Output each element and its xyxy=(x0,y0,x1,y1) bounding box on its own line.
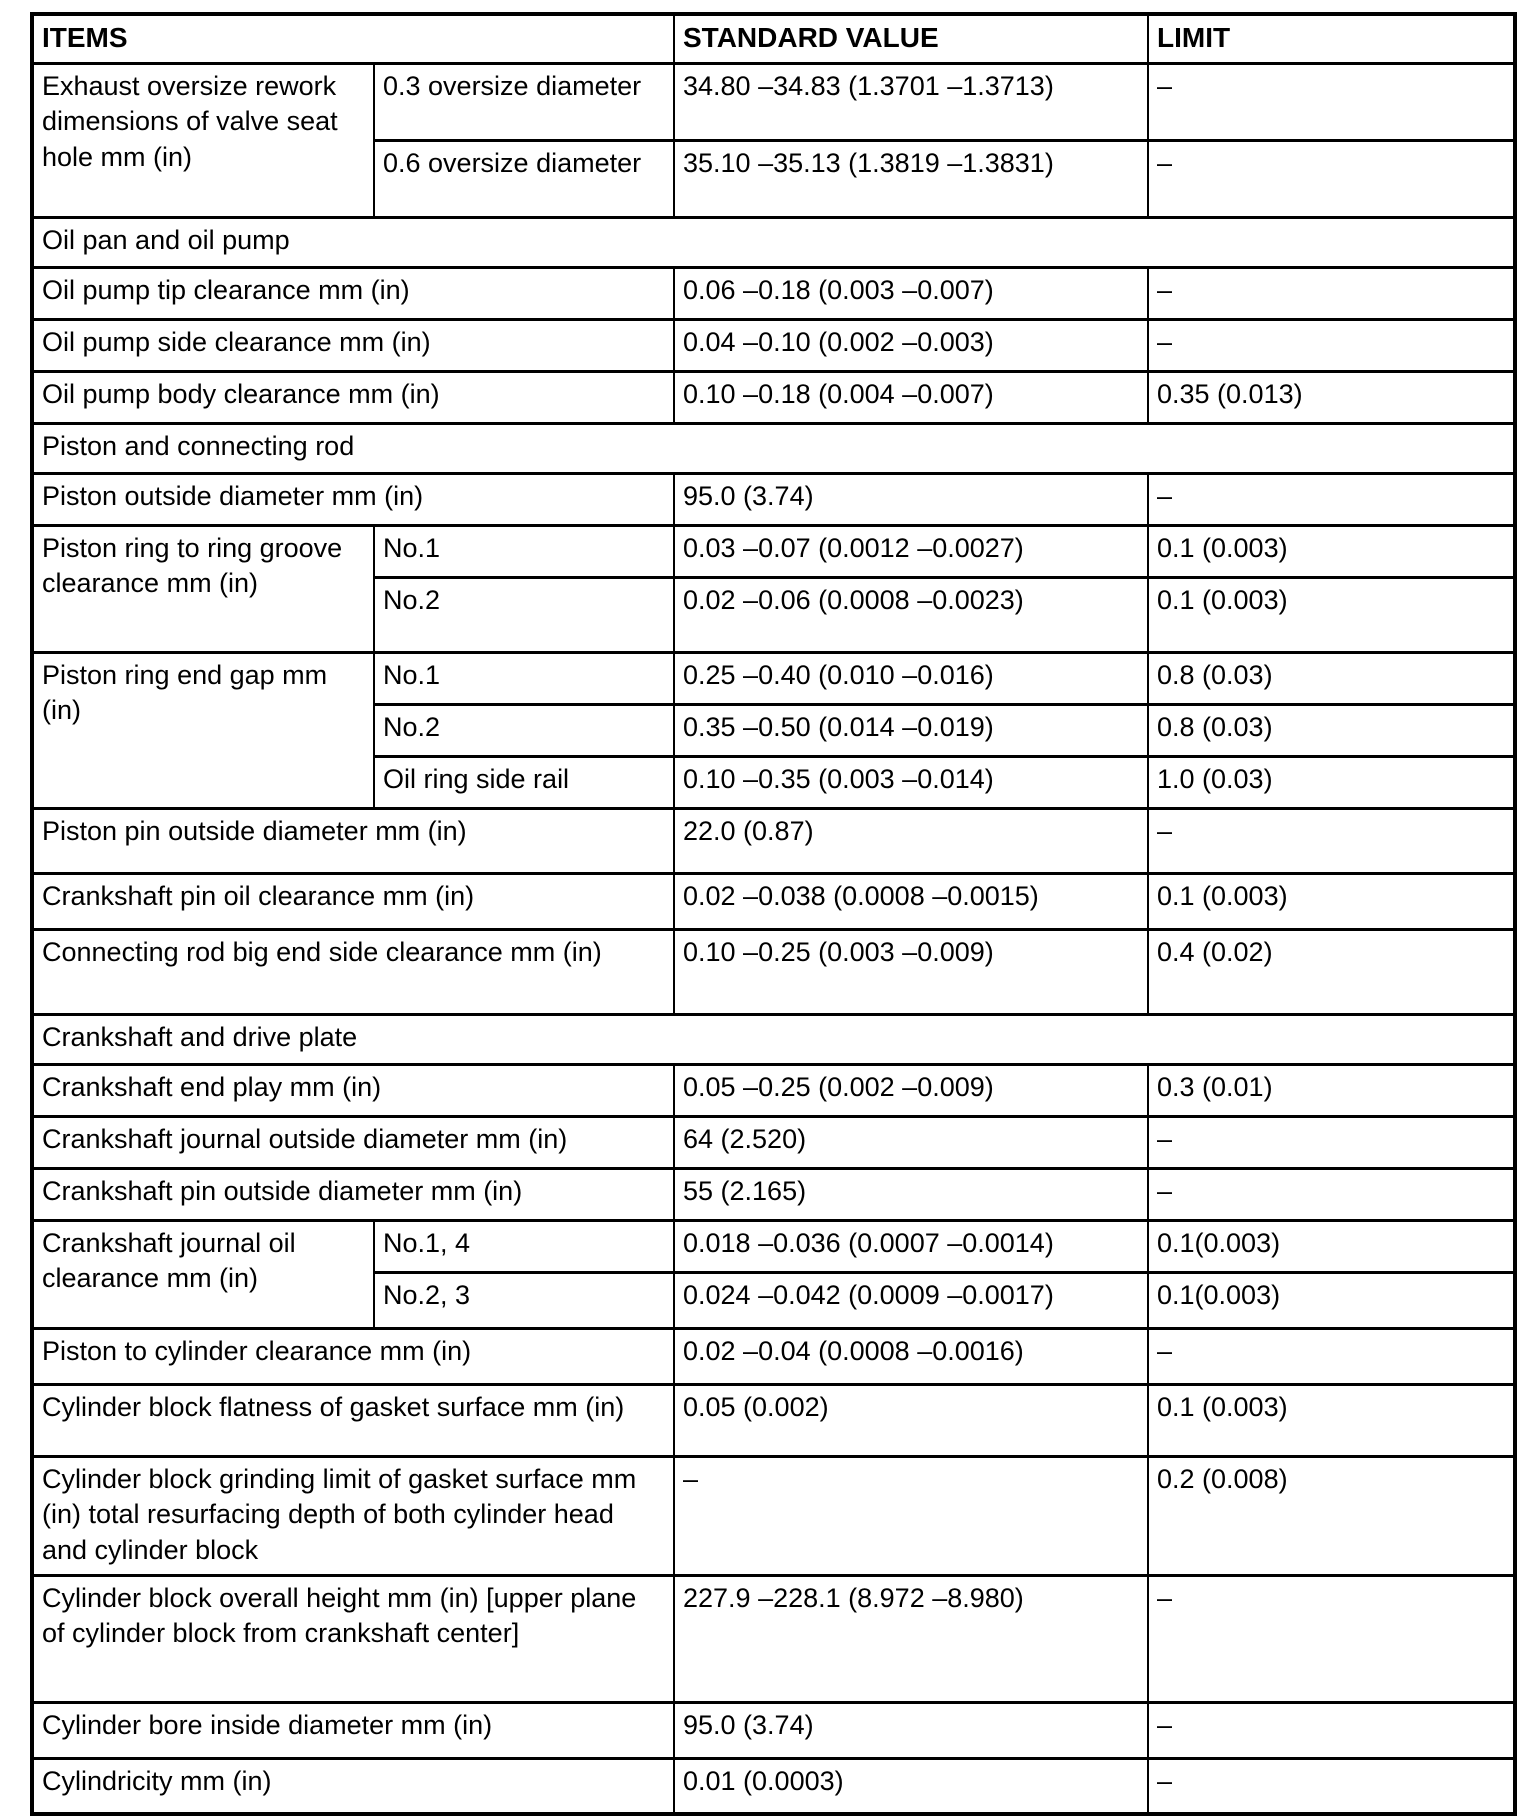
limit-cell: – xyxy=(1148,268,1515,320)
table-row xyxy=(32,930,1515,1015)
limit-cell: 1.0 (0.03) xyxy=(1148,757,1515,809)
item-cell: Piston pin outside diameter mm (in) xyxy=(32,809,674,874)
item-cell: Crankshaft pin outside diameter mm (in) xyxy=(32,1169,674,1221)
standard-value-cell: 64 (2.520) xyxy=(674,1117,1148,1169)
specifications-table xyxy=(30,12,1517,1816)
table-row xyxy=(32,1758,1515,1814)
table-row xyxy=(32,653,1515,705)
standard-value-cell: 227.9 –228.1 (8.972 –8.980) xyxy=(674,1575,1148,1702)
standard-value-cell: 55 (2.165) xyxy=(674,1169,1148,1221)
standard-value-cell: 0.10 –0.25 (0.003 –0.009) xyxy=(674,930,1148,1015)
table-row xyxy=(32,809,1515,874)
standard-value-cell: 0.02 –0.038 (0.0008 –0.0015) xyxy=(674,874,1148,930)
item-cell: Exhaust oversize rework dimensions of valve seat hole mm (in) xyxy=(32,64,374,218)
item-cell: Oil pump side clearance mm (in) xyxy=(32,320,674,372)
table-row xyxy=(32,372,1515,424)
standard-value-cell: 0.10 –0.35 (0.003 –0.014) xyxy=(674,757,1148,809)
item-cell: Crankshaft journal outside diameter mm (in) xyxy=(32,1117,674,1169)
item-cell: Oil pump tip clearance mm (in) xyxy=(32,268,674,320)
limit-cell: 0.1 (0.003) xyxy=(1148,526,1515,578)
standard-value-cell: 0.10 –0.18 (0.004 –0.007) xyxy=(674,372,1148,424)
sub-item-cell: No.1, 4 xyxy=(374,1221,674,1273)
sub-item-cell: 0.3 oversize diameter xyxy=(374,64,674,141)
sub-item-cell: No.1 xyxy=(374,653,674,705)
standard-value-cell: 0.06 –0.18 (0.003 –0.007) xyxy=(674,268,1148,320)
table-row xyxy=(32,1575,1515,1702)
limit-cell: – xyxy=(1148,64,1515,141)
standard-value-cell: 0.018 –0.036 (0.0007 –0.0014) xyxy=(674,1221,1148,1273)
standard-value-cell: 0.02 –0.06 (0.0008 –0.0023) xyxy=(674,578,1148,653)
table-row xyxy=(32,1385,1515,1457)
section-title: Piston and connecting rod xyxy=(32,424,1515,474)
limit-cell: 0.3 (0.01) xyxy=(1148,1065,1515,1117)
standard-value-cell: 0.024 –0.042 (0.0009 –0.0017) xyxy=(674,1273,1148,1329)
table-row xyxy=(32,1329,1515,1385)
limit-cell: 0.35 (0.013) xyxy=(1148,372,1515,424)
limit-cell: 0.1 (0.003) xyxy=(1148,1385,1515,1457)
limit-cell: – xyxy=(1148,320,1515,372)
standard-value-cell: 95.0 (3.74) xyxy=(674,474,1148,526)
standard-value-cell: 0.05 –0.25 (0.002 –0.009) xyxy=(674,1065,1148,1117)
limit-cell: – xyxy=(1148,1329,1515,1385)
standard-value-cell: 34.80 –34.83 (1.3701 –1.3713) xyxy=(674,64,1148,141)
standard-value-cell: 0.01 (0.0003) xyxy=(674,1758,1148,1814)
table-row xyxy=(32,1065,1515,1117)
limit-cell: 0.1(0.003) xyxy=(1148,1273,1515,1329)
item-cell: Crankshaft pin oil clearance mm (in) xyxy=(32,874,674,930)
item-cell: Crankshaft end play mm (in) xyxy=(32,1065,674,1117)
standard-value-cell: 0.02 –0.04 (0.0008 –0.0016) xyxy=(674,1329,1148,1385)
item-cell: Piston ring to ring groove clearance mm (in) xyxy=(32,526,374,653)
sub-item-cell: 0.6 oversize diameter xyxy=(374,141,674,218)
table-row xyxy=(32,1117,1515,1169)
standard-value-cell: 22.0 (0.87) xyxy=(674,809,1148,874)
sub-item-cell: Oil ring side rail xyxy=(374,757,674,809)
table-row xyxy=(32,64,1515,141)
limit-cell: 0.1 (0.003) xyxy=(1148,578,1515,653)
limit-cell: – xyxy=(1148,1575,1515,1702)
limit-cell: 0.1(0.003) xyxy=(1148,1221,1515,1273)
item-cell: Cylinder block grinding limit of gasket surface mm (in) total resurfacing depth of both cylinder head and cylinder block xyxy=(32,1457,674,1575)
item-cell: Piston ring end gap mm (in) xyxy=(32,653,374,809)
section-row xyxy=(32,218,1515,268)
item-cell: Oil pump body clearance mm (in) xyxy=(32,372,674,424)
item-cell: Cylinder bore inside diameter mm (in) xyxy=(32,1702,674,1758)
table-row xyxy=(32,268,1515,320)
limit-cell: – xyxy=(1148,809,1515,874)
table-row xyxy=(32,526,1515,578)
limit-cell: 0.8 (0.03) xyxy=(1148,705,1515,757)
table-row xyxy=(32,1702,1515,1758)
section-title: Crankshaft and drive plate xyxy=(32,1015,1515,1065)
item-cell: Piston outside diameter mm (in) xyxy=(32,474,674,526)
item-cell: Cylinder block flatness of gasket surface mm (in) xyxy=(32,1385,674,1457)
table-row xyxy=(32,320,1515,372)
table-row xyxy=(32,1169,1515,1221)
table-header-row xyxy=(32,14,1515,64)
standard-value-cell: 0.05 (0.002) xyxy=(674,1385,1148,1457)
item-cell: Cylinder block overall height mm (in) [upper plane of cylinder block from crankshaft center] xyxy=(32,1575,674,1702)
limit-cell: 0.8 (0.03) xyxy=(1148,653,1515,705)
sub-item-cell: No.1 xyxy=(374,526,674,578)
sub-item-cell: No.2 xyxy=(374,578,674,653)
item-cell: Piston to cylinder clearance mm (in) xyxy=(32,1329,674,1385)
standard-value-cell: 0.03 –0.07 (0.0012 –0.0027) xyxy=(674,526,1148,578)
table-row xyxy=(32,474,1515,526)
header-limit: LIMIT xyxy=(1148,14,1515,64)
standard-value-cell: 35.10 –35.13 (1.3819 –1.3831) xyxy=(674,141,1148,218)
limit-cell: – xyxy=(1148,1702,1515,1758)
section-title: Oil pan and oil pump xyxy=(32,218,1515,268)
table-row xyxy=(32,1221,1515,1273)
item-cell: Cylindricity mm (in) xyxy=(32,1758,674,1814)
item-cell: Connecting rod big end side clearance mm (in) xyxy=(32,930,674,1015)
limit-cell: – xyxy=(1148,1758,1515,1814)
limit-cell: – xyxy=(1148,1169,1515,1221)
section-row xyxy=(32,1015,1515,1065)
limit-cell: – xyxy=(1148,474,1515,526)
standard-value-cell: 0.04 –0.10 (0.002 –0.003) xyxy=(674,320,1148,372)
limit-cell: 0.2 (0.008) xyxy=(1148,1457,1515,1575)
limit-cell: – xyxy=(1148,141,1515,218)
header-items: ITEMS xyxy=(32,14,674,64)
standard-value-cell: – xyxy=(674,1457,1148,1575)
section-row xyxy=(32,424,1515,474)
header-standard-value: STANDARD VALUE xyxy=(674,14,1148,64)
table-row xyxy=(32,1457,1515,1575)
standard-value-cell: 0.25 –0.40 (0.010 –0.016) xyxy=(674,653,1148,705)
limit-cell: 0.1 (0.003) xyxy=(1148,874,1515,930)
table-row xyxy=(32,874,1515,930)
standard-value-cell: 0.35 –0.50 (0.014 –0.019) xyxy=(674,705,1148,757)
limit-cell: – xyxy=(1148,1117,1515,1169)
limit-cell: 0.4 (0.02) xyxy=(1148,930,1515,1015)
item-cell: Crankshaft journal oil clearance mm (in) xyxy=(32,1221,374,1329)
sub-item-cell: No.2, 3 xyxy=(374,1273,674,1329)
standard-value-cell: 95.0 (3.74) xyxy=(674,1702,1148,1758)
sub-item-cell: No.2 xyxy=(374,705,674,757)
